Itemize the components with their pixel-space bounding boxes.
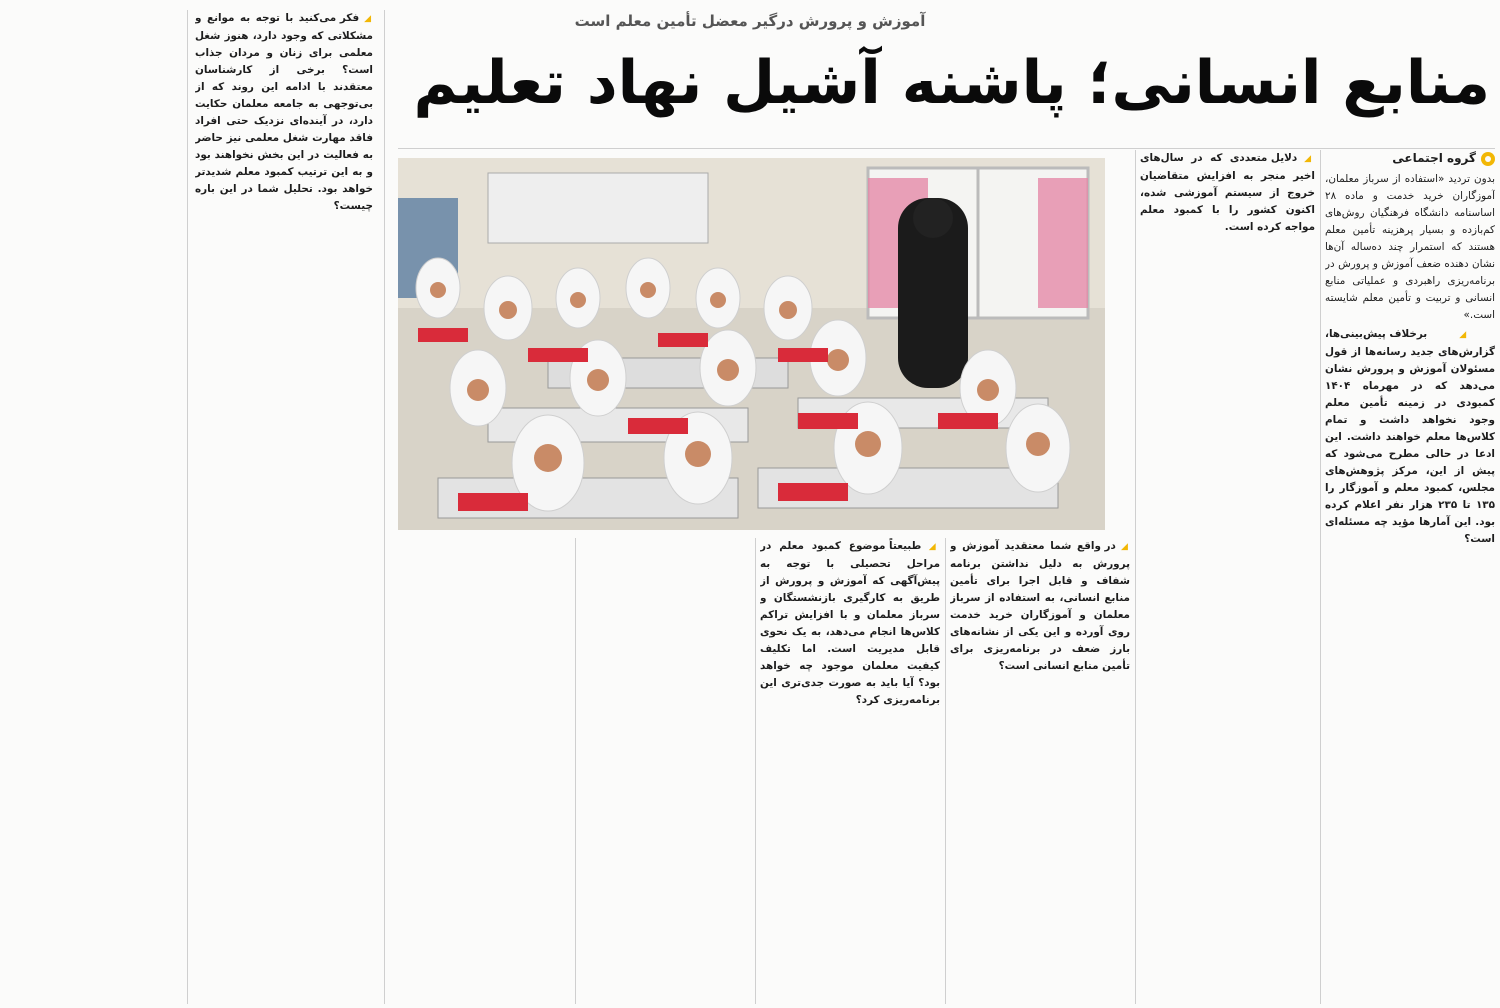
column-mid-4 [398,538,570,1004]
column-rule [755,538,756,1004]
column-rule [575,538,576,1004]
question-bold: ◢ برخلاف پیش‌بینی‌ها، گزارش‌های جدید رسانه‌ها از قول مسئولان آموزش و پرورش نشان می‌دهد که در مهرماه ۱۴۰۴ کمبودی در زمینه تأمین معلم وجود نخواهد داشت و تمام کلاس‌ها معلم خواهند داشت. این ادعا در حالی مطرح می‌شود که پیش از این، مرکز پژوهش‌های مجلس، کمبود معلم و آموزگار را ۱۳۵ تا ۲۳۵ هزار نفر اعلام کرده بود. این آمارها مؤید چه مسئله‌ای است؟ [1325,326,1495,548]
headline-rule [398,148,1495,149]
column-far-left [8,10,182,1004]
column-mid-2 [760,538,940,1004]
section-label-text: گروه اجتماعی [1392,151,1476,165]
classroom-photo [398,158,1105,530]
column-rule [1135,150,1136,1004]
column-right-2 [1140,150,1315,1004]
column-left-2 [195,10,373,1004]
article-headline: منابع انسانی؛ پاشنه آشیل نهاد تعلیم [413,48,1490,118]
question-bold: ◢ در واقع شما معتقدید آموزش و پرورش به دلیل نداشتن برنامه شفاف و قابل اجرا برای تأمین منابع انسانی، به استفاده از سرباز معلمان و آموزگاران خرید خدمت روی آورده و این یکی از نشانه‌های بارز ضعف در برنامه‌ریزی برای تأمین منابع انسانی است؟ [950,538,1130,675]
column-rule [187,10,188,1004]
section-label [1325,150,1495,167]
lead-paragraph: بدون تردید «استفاده از سرباز معلمان، آموزگاران خرید خدمت و ماده ۲۸ اساسنامه دانشگاه فرهنگیان روش‌های کم‌بازده و بسیار پرهزینه تأمین معلم هستند که استمرار چند ده‌ساله آن‌ها نشان دهنده ضعف آموزش و پرورش در برنامه‌ریزی راهبردی و عملیاتی منابع انسانی و تربیت و تأمین معلم شایسته است.» [1325,173,1495,321]
column-mid-1 [950,538,1130,1004]
article-kicker: آموزش و پرورش درگیر معضل تأمین معلم است [574,12,926,30]
column-rule [1320,150,1321,1004]
column-rule [384,10,385,1004]
column-right-1 [1325,150,1495,1004]
classroom-photo-illustration [398,158,1105,530]
question-bold: ◢ طبیعتاً موضوع کمبود معلم در مراحل تحصیلی با توجه به پیش‌آگهی که آموزش و پرورش از طریق به کارگیری بازنشستگان و سرباز معلمان و با افزایش تراکم کلاس‌ها انجام می‌دهد، به یک نحوی قابل مدیریت است. اما تکلیف کیفیت معلمان موجود چه خواهد بود؟ آیا باید به صورت جدی‌تری این برنامه‌ریزی کرد؟ [760,538,940,709]
column-mid-3 [580,538,750,1004]
section-bullet-icon [1481,152,1495,166]
column-rule [945,538,946,1004]
question-bold: ◢ فکر می‌کنید با توجه به موانع و مشکلاتی که وجود دارد، هنوز شغل معلمی برای زنان و مردان جذاب است؟ برخی از کارشناسان معتقدند با ادامه این روند که از بی‌توجهی به جامعه معلمان حکایت دارد، در آینده‌ای نزدیک حتی افراد فاقد مهارت شغل معلمی نیز حاضر به فعالیت در این بخش نخواهند بود و به این ترتیب کمبود معلم شدیدتر خواهد بود. تحلیل شما در این باره چیست؟ [195,10,373,215]
question-bold: ◢ دلایل متعددی که در سال‌های اخیر منجر به افزایش متقاضیان خروج از سیستم آموزشی شده، اکنون کشور را با کمبود معلم مواجه کرده است. [1140,150,1315,236]
